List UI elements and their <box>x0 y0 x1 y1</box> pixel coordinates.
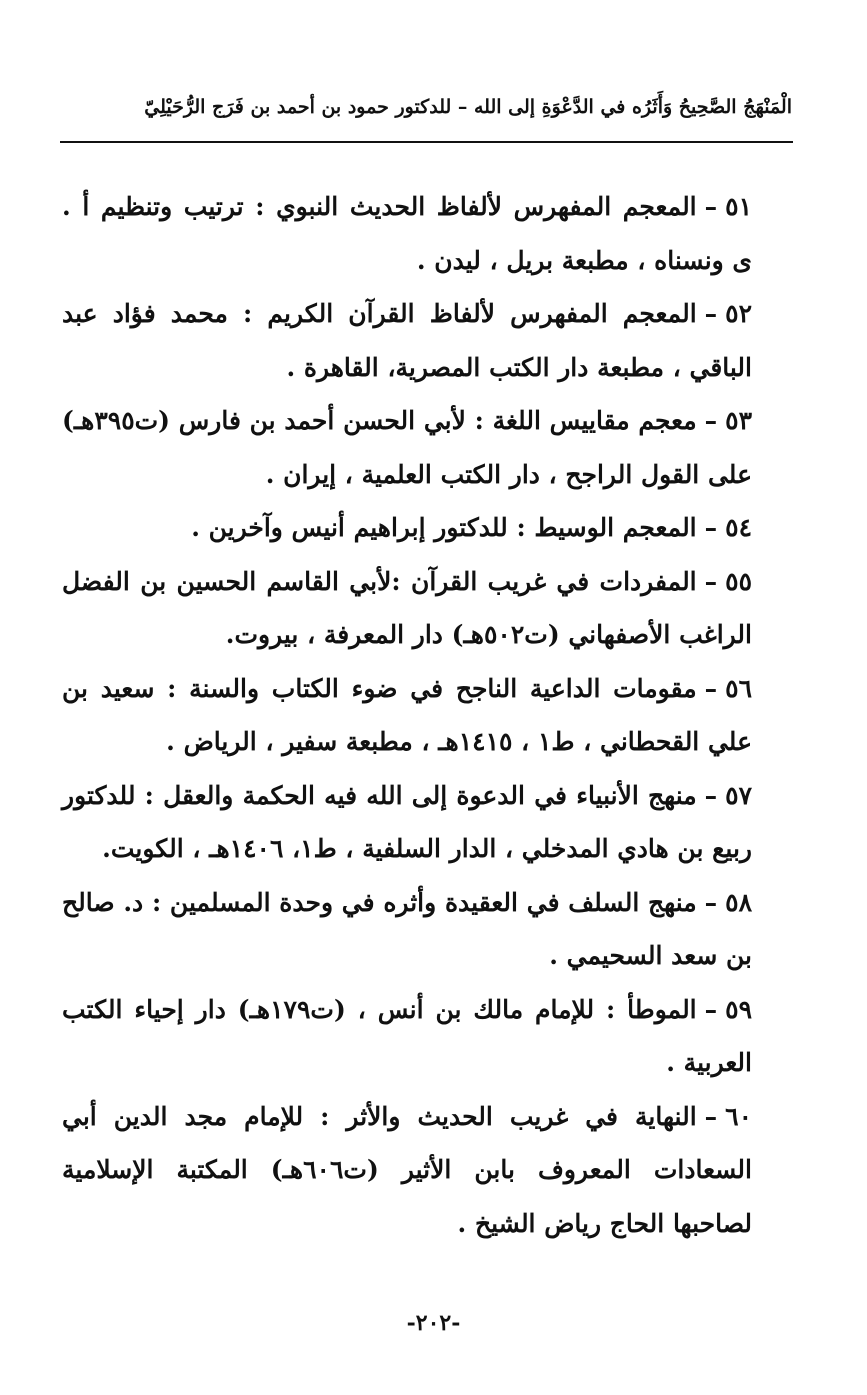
entry-dash: – <box>704 994 718 1024</box>
entry-dash: – <box>704 1101 718 1131</box>
entry-text: منهج الأنبياء في الدعوة إلى الله فيه الحكمة والعقل : للدكتور ربيع بن هادي المدخلي ، الدار السلفية ، ط١، ١٤٠٦هـ ، الكويت. <box>62 780 752 863</box>
entry-text: النهاية في غريب الحديث والأثر : للإمام مجد الدين أبي السعادات المعروف بابن الأثير (ت٦٠٦هـ) المكتبة الإسلامية لصاحبها الحاج رياض الشيخ . <box>62 1101 752 1238</box>
page-header-title: الْمَنْهَجُ الصَّحِيحُ وَأَثَرُه في الدَّعْوَةِ إلى الله – للدكتور حمود بن أحمد بن فَرَج الرُّحَيْلِيّ <box>144 96 792 118</box>
entry-dash: – <box>704 513 718 542</box>
entry-number: ٥٨ <box>725 887 752 917</box>
entry-dash: – <box>704 566 718 596</box>
bibliography-entry <box>62 1090 752 1251</box>
entry-dash: – <box>704 192 718 221</box>
entry-dash: – <box>704 780 718 810</box>
entry-text: المعجم الوسيط : للدكتور إبراهيم أنيس وآخرين . <box>191 513 697 542</box>
entry-number: ٥٥ <box>725 566 752 596</box>
bibliography-entry <box>62 662 752 769</box>
bibliography-entry <box>62 501 752 555</box>
entry-number: ٥٤ <box>725 513 752 542</box>
bibliography-entry <box>62 876 752 983</box>
entry-dash: – <box>704 299 718 328</box>
entry-number: ٥٧ <box>725 780 752 810</box>
page-number: -٢٠٢- <box>406 1310 461 1336</box>
entry-text: المعجم المفهرس لألفاظ القرآن الكريم : محمد فؤاد عبد الباقي ، مطبعة دار الكتب المصرية، القاهرة . <box>62 299 752 382</box>
entry-number: ٥٦ <box>725 673 752 703</box>
bibliography-entry <box>62 769 752 876</box>
entry-text: المعجم المفهرس لألفاظ الحديث النبوي : ترتيب وتنظيم أ . ى ونسناه ، مطبعة بريل ، ليدن . <box>62 192 752 275</box>
bibliography-entry <box>62 394 752 501</box>
entry-text: منهج السلف في العقيدة وأثره في وحدة المسلمين : د. صالح بن سعد السحيمي . <box>62 887 752 970</box>
entry-text: الموطأ : للإمام مالك بن أنس ، (ت١٧٩هـ) دار إحياء الكتب العربية . <box>62 994 752 1077</box>
entry-dash: – <box>704 406 718 435</box>
header-divider <box>60 141 793 143</box>
bibliography-entry <box>62 555 752 662</box>
entry-text: المفردات في غريب القرآن :لأبي القاسم الحسين بن الفضل الراغب الأصفهاني (ت٥٠٢هـ) دار المعرفة ، بيروت. <box>62 566 752 649</box>
entry-number: ٥٢ <box>725 299 752 328</box>
entry-number: ٥١ <box>725 192 752 221</box>
entry-text: معجم مقاييس اللغة : لأبي الحسن أحمد بن فارس (ت٣٩٥هـ) على القول الراجح ، دار الكتب العلمية ، إيران . <box>62 406 752 489</box>
entry-number: ٥٩ <box>725 994 752 1024</box>
bibliography-entry <box>62 287 752 394</box>
entry-text: مقومات الداعية الناجح في ضوء الكتاب والسنة : سعيد بن علي القحطاني ، ط١ ، ١٤١٥هـ ، مطبعة سفير ، الرياض . <box>62 673 752 756</box>
entry-number: ٦٠ <box>725 1101 752 1131</box>
bibliography-entry <box>62 180 752 287</box>
entry-dash: – <box>704 887 718 917</box>
bibliography-entry <box>62 983 752 1090</box>
entry-number: ٥٣ <box>725 406 752 435</box>
entry-dash: – <box>704 673 718 703</box>
bibliography-list <box>62 180 752 1250</box>
